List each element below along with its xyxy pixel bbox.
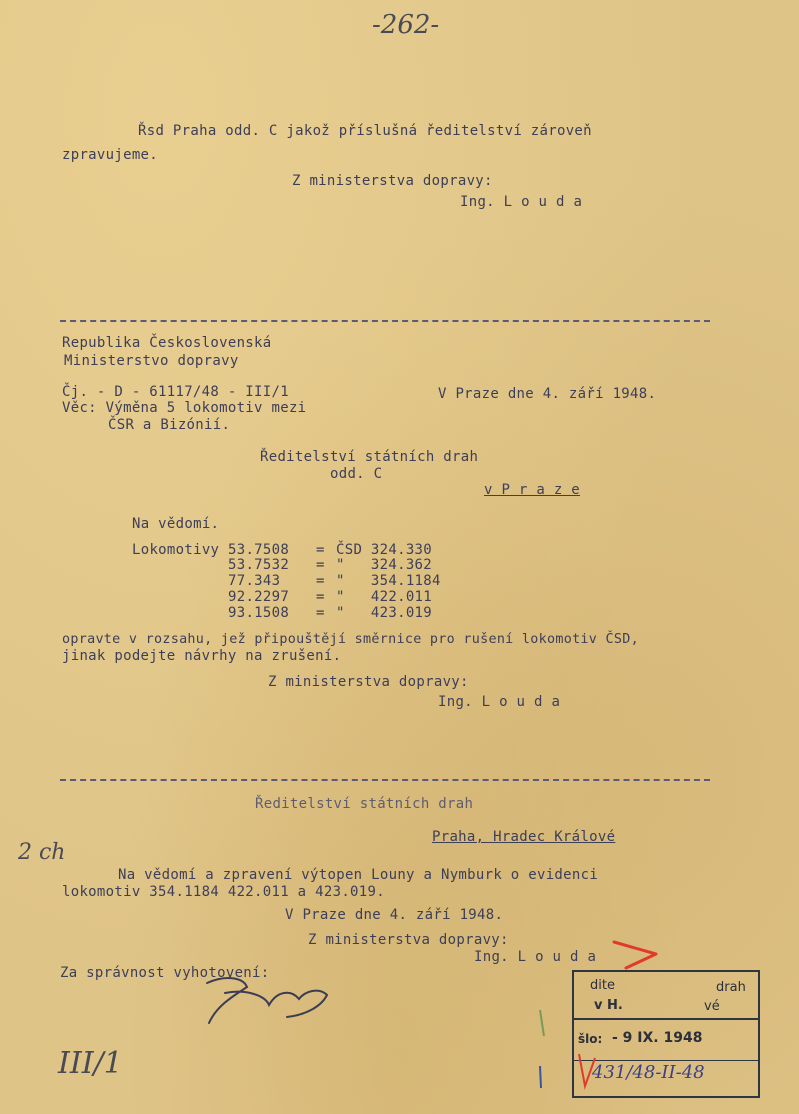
new-number: " 354.1184 bbox=[336, 573, 441, 589]
notice: Na vědomí. bbox=[132, 516, 220, 532]
margin-note-bottom: III/1 bbox=[58, 1046, 123, 1081]
body-line-1: opravte v rozsahu, jež připouštějí směrnice pro rušení lokomotiv ČSD, bbox=[62, 632, 639, 647]
colored-pencil-marks bbox=[534, 1006, 574, 1096]
section2-signer: Ing. L o u d a bbox=[438, 694, 561, 710]
stamp-date: - 9 IX. 1948 bbox=[612, 1030, 703, 1046]
subject-line-2: ČSR a Bizónií. bbox=[108, 417, 231, 433]
equals-sign: = bbox=[316, 557, 325, 573]
reference-number: Čj. - D - 61117/48 - III/1 bbox=[62, 384, 289, 400]
addressee-line-1: Ředitelství státních drah bbox=[260, 449, 479, 465]
new-number: " 422.011 bbox=[336, 589, 433, 605]
equals-sign: = bbox=[316, 542, 325, 558]
section2-from: Z ministerstva dopravy: bbox=[268, 674, 469, 690]
ministry-header-2: Ministerstvo dopravy bbox=[64, 353, 239, 369]
old-number: 53.7532 bbox=[228, 557, 290, 573]
red-stamp-mark bbox=[575, 1052, 599, 1090]
stamp-line1b: drah bbox=[716, 980, 746, 995]
equals-sign: = bbox=[316, 589, 325, 605]
section3-addressee-1: Ředitelství státních drah bbox=[255, 796, 474, 812]
received-stamp bbox=[572, 970, 760, 1098]
body-line-2: jinak podejte návrhy na zrušení. bbox=[62, 648, 342, 664]
equals-sign: = bbox=[316, 605, 325, 621]
addressee-line-3: v P r a z e bbox=[484, 482, 581, 498]
new-number: ČSD 324.330 bbox=[336, 542, 433, 558]
stamp-handwritten-ref: 431/48-II-48 bbox=[592, 1062, 705, 1083]
section1-line2: zpravujeme. bbox=[62, 147, 159, 163]
certification-label: Za správnost vyhotovení: bbox=[60, 965, 270, 981]
addressee-line-2: odd. C bbox=[330, 466, 383, 482]
old-number: 53.7508 bbox=[228, 542, 290, 558]
section1-line1: Řsd Praha odd. C jakož příslušná ředitelství zároveň bbox=[138, 123, 592, 139]
section3-signer: Ing. L o u d a bbox=[474, 949, 597, 965]
section3-date: V Praze dne 4. září 1948. bbox=[285, 907, 504, 923]
section1-from: Z ministerstva dopravy: bbox=[292, 173, 493, 189]
old-number: 77.343 bbox=[228, 573, 281, 589]
equals-sign: = bbox=[316, 573, 325, 589]
separator-1 bbox=[60, 320, 710, 322]
stamp-number-label: šlo: bbox=[578, 1032, 603, 1046]
margin-note-left: 2 ch bbox=[18, 840, 66, 865]
red-check-mark bbox=[612, 938, 664, 972]
section1-signer: Ing. L o u d a bbox=[460, 194, 583, 210]
page-number: -262- bbox=[372, 10, 440, 40]
subject-line-1: Věc: Výměna 5 lokomotiv mezi bbox=[62, 400, 307, 416]
stamp-line2a: v H. bbox=[594, 998, 623, 1013]
letter-date: V Praze dne 4. září 1948. bbox=[438, 386, 657, 402]
signature-scribble bbox=[195, 965, 345, 1035]
new-number: " 423.019 bbox=[336, 605, 433, 621]
section3-body-2: lokomotiv 354.1184 422.011 a 423.019. bbox=[62, 884, 385, 900]
stamp-line2b: vé bbox=[704, 999, 720, 1014]
new-number: " 324.362 bbox=[336, 557, 433, 573]
section3-addressee-2: Praha, Hradec Králové bbox=[432, 829, 616, 845]
old-number: 92.2297 bbox=[228, 589, 290, 605]
locomotives-label: Lokomotivy bbox=[132, 542, 220, 558]
separator-2 bbox=[60, 779, 710, 781]
section3-from: Z ministerstva dopravy: bbox=[308, 932, 509, 948]
old-number: 93.1508 bbox=[228, 605, 290, 621]
ministry-header-1: Republika Československá bbox=[62, 335, 272, 351]
section3-body-1: Na vědomí a zpravení výtopen Louny a Nymburk o evidenci bbox=[118, 867, 599, 883]
stamp-line1a: dite bbox=[590, 978, 615, 993]
